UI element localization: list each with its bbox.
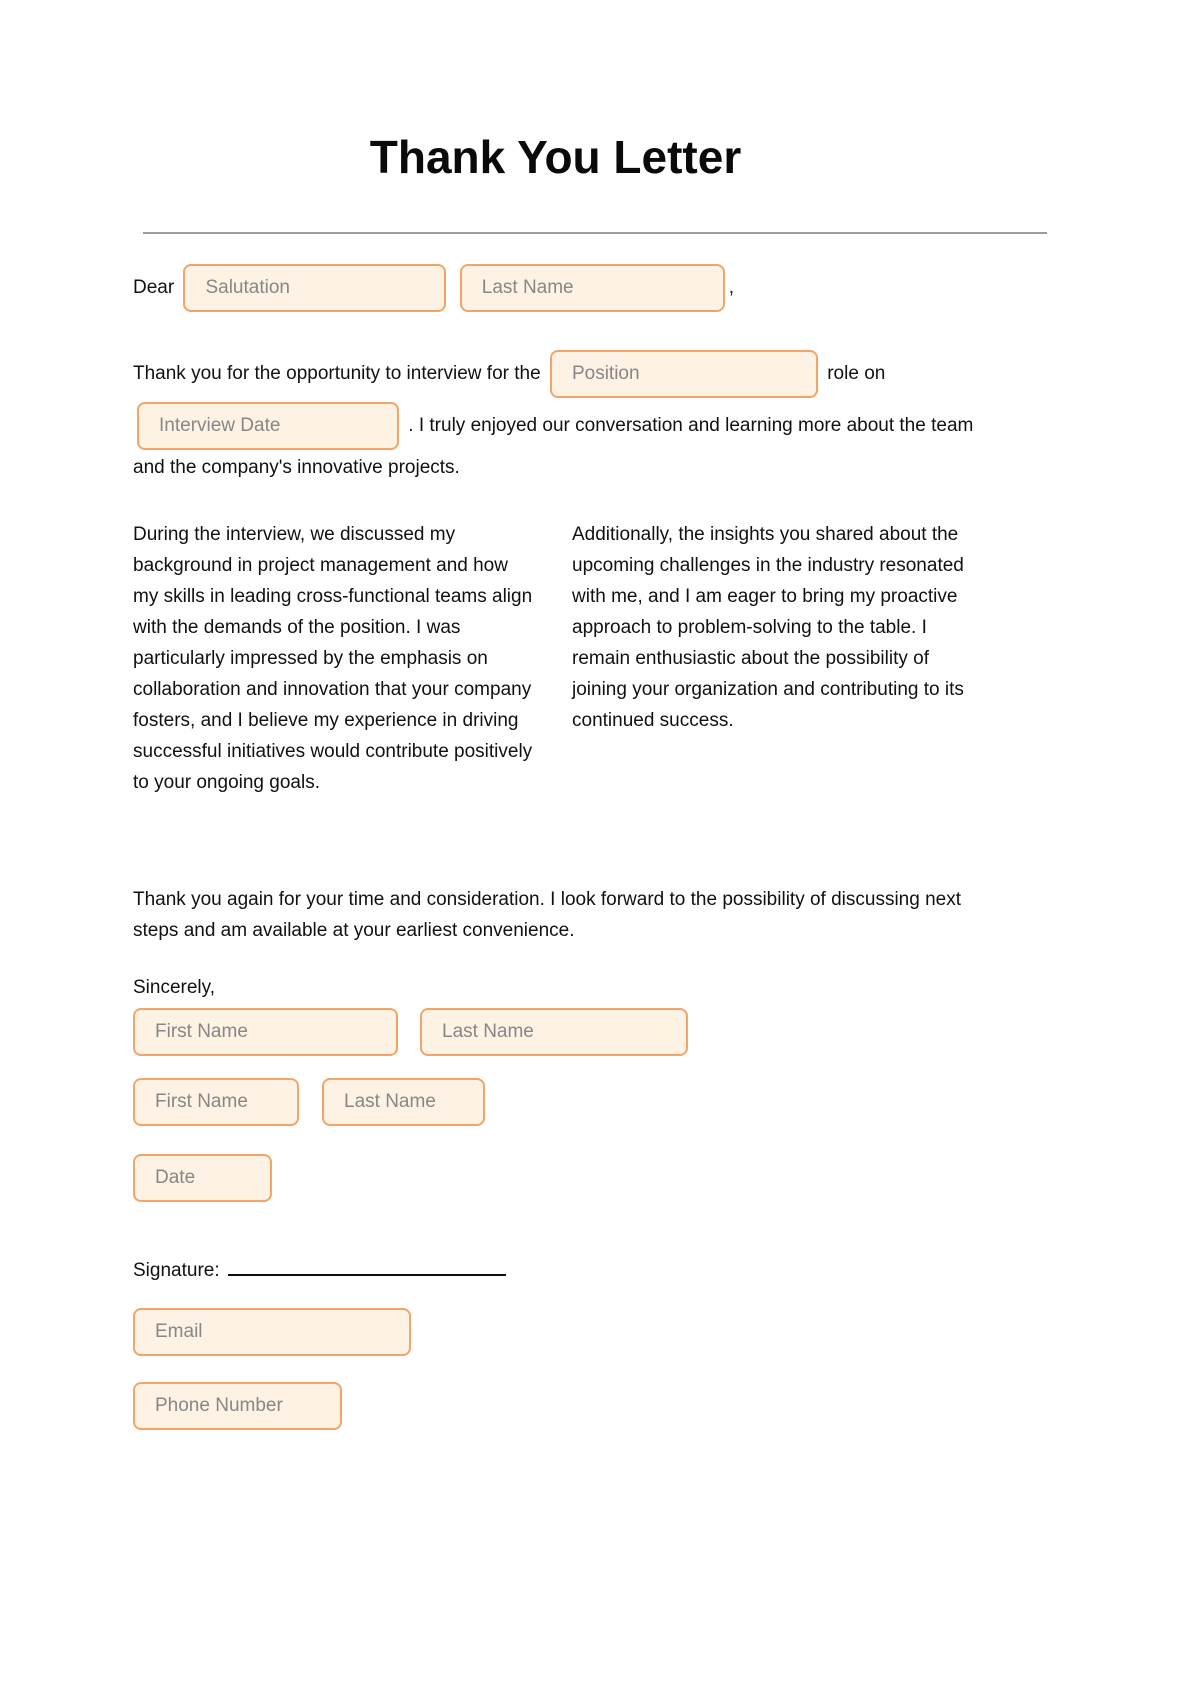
page-title: Thank You Letter xyxy=(369,131,742,183)
interview-date-input[interactable] xyxy=(137,402,399,450)
intro-paragraph xyxy=(133,348,978,483)
last-name-input-large[interactable] xyxy=(420,1008,688,1056)
date-row xyxy=(133,1154,978,1202)
greeting-line xyxy=(133,264,978,312)
phone-row xyxy=(133,1382,978,1430)
intro-text-2: role on xyxy=(827,363,886,385)
first-name-input-small[interactable] xyxy=(133,1078,299,1126)
salutation-input[interactable] xyxy=(183,264,446,312)
email-row xyxy=(133,1308,978,1356)
last-name-input-small[interactable] xyxy=(322,1078,485,1126)
greeting-comma: , xyxy=(728,277,735,299)
body-column-left: During the interview, we discussed my background in project management and how my skills in leading cross-functional teams align with the demands of the position. I was particularly impressed by the emphasis on collaboration and innovation that your company fosters, and I believe my experience in driving successful initiatives would contribute positively to your ongoing goals. xyxy=(133,524,533,793)
phone-number-input[interactable] xyxy=(133,1382,342,1430)
body-columns xyxy=(133,519,978,798)
signature-rule[interactable] xyxy=(228,1274,506,1276)
intro-text-3: . I truly enjoyed our conversation and learning more about the team and the company's innovative projects. xyxy=(133,415,974,478)
date-input[interactable] xyxy=(133,1154,272,1202)
greeting-last-name-input[interactable] xyxy=(460,264,725,312)
first-name-input-large[interactable] xyxy=(133,1008,398,1056)
sincerely-label: Sincerely, xyxy=(133,977,216,998)
signature-label: Signature: xyxy=(133,1260,220,1281)
signature-row xyxy=(133,1258,978,1284)
body-column-right: Additionally, the insights you shared about the upcoming challenges in the industry resonated with me, and I am eager to bring my proactive approach to problem-solving to the table. I remain enthusiastic about the possibility of joining your organization and contributing to its continued success. xyxy=(572,524,964,731)
title-divider xyxy=(143,232,1047,234)
closing-paragraph: Thank you again for your time and consideration. I look forward to the possibility of discussing next steps and am available at your earliest convenience. xyxy=(133,889,961,941)
email-input[interactable] xyxy=(133,1308,411,1356)
position-input[interactable] xyxy=(550,350,818,398)
greeting-prefix: Dear xyxy=(133,277,175,299)
intro-text-1: Thank you for the opportunity to interview for the xyxy=(133,363,541,385)
name-row-large xyxy=(133,1008,978,1056)
name-row-small xyxy=(133,1078,978,1126)
